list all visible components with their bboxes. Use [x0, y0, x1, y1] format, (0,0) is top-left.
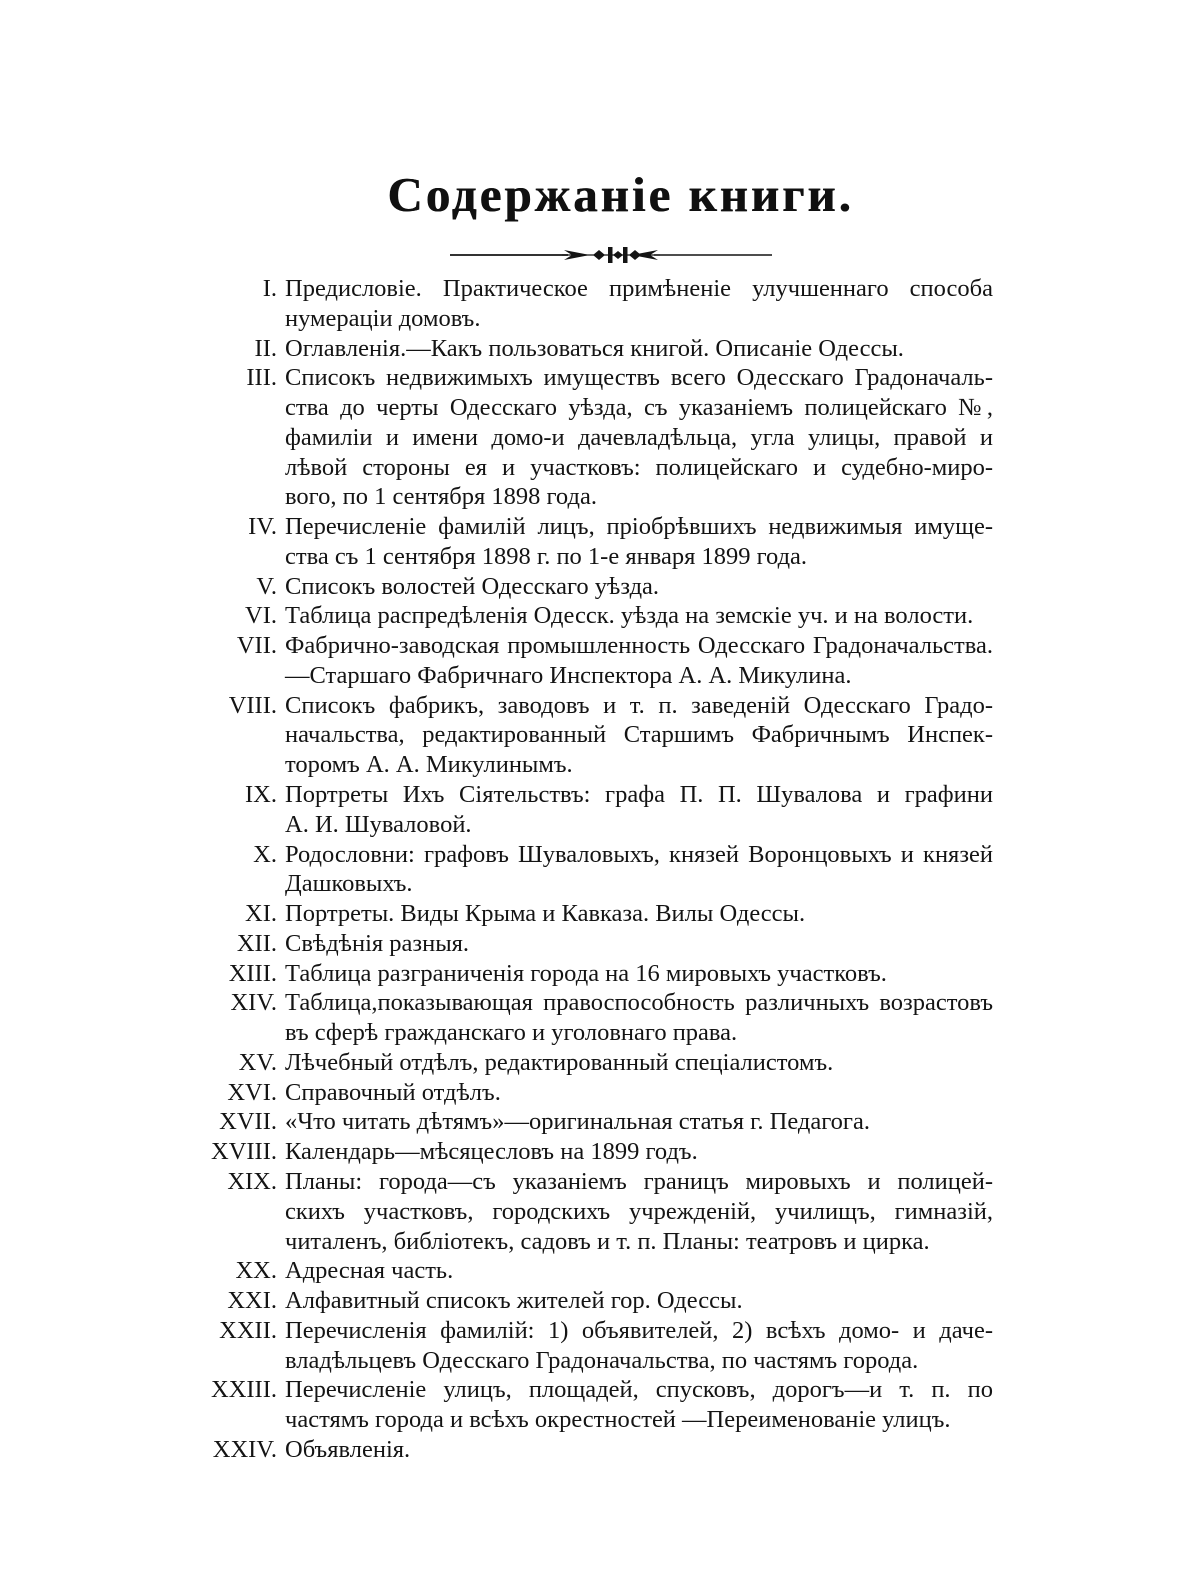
- entry-text: [285, 988, 993, 1048]
- toc-entry: [195, 929, 995, 959]
- entry-line: скихъ участковъ, городскихъ учрежденій, училищъ, гимназій,: [285, 1197, 993, 1225]
- toc-entry: [195, 899, 995, 929]
- entry-numeral: XVII.: [219, 1108, 277, 1136]
- entry-line: Справочный отдѣлъ.: [285, 1078, 501, 1106]
- entry-line: Таблица распредѣленія Одесск. уѣзда на земскіе уч. и на волости.: [285, 602, 974, 630]
- toc-entry: [195, 780, 995, 840]
- entry-numeral: XI.: [245, 900, 277, 928]
- toc-entry: [195, 840, 995, 900]
- entry-text: [285, 691, 993, 780]
- entry-numeral: XII.: [236, 929, 277, 957]
- entry-text: [285, 274, 993, 334]
- entry-line: фамиліи и имени домо-и дачевладѣльца, угла улицы, правой и: [285, 423, 993, 451]
- toc-entry: [195, 1167, 995, 1256]
- toc-entry: [195, 1107, 995, 1137]
- entry-text: [285, 1107, 993, 1137]
- entry-numeral: VIII.: [228, 691, 277, 719]
- toc-entry: [195, 274, 995, 334]
- entry-line: Перечисленіе фамилій лицъ, пріобрѣвшихъ недвижимыя имуще-: [285, 513, 993, 541]
- entry-text: [285, 1256, 993, 1286]
- entry-numeral: V.: [256, 572, 277, 600]
- entry-text: [285, 1078, 993, 1108]
- entry-line: начальства, редактированный Старшимъ Фабричнымъ Инспек-: [285, 721, 993, 749]
- toc-entry: [195, 988, 995, 1048]
- entry-line: —Старшаго Фабричнаго Инспектора А. А. Микулина.: [285, 661, 852, 689]
- entry-text: [285, 959, 993, 989]
- entry-text: [285, 601, 993, 631]
- entry-text: [285, 334, 993, 364]
- toc-list: [195, 274, 995, 1465]
- entry-text: [285, 1137, 993, 1167]
- entry-numeral: VI.: [245, 602, 277, 630]
- entry-line: Таблица разграниченія города на 16 мировыхъ участковъ.: [285, 959, 887, 987]
- toc-entry: [195, 512, 995, 572]
- entry-text: [285, 512, 993, 572]
- entry-numeral: X.: [253, 840, 277, 868]
- entry-numeral: VII.: [236, 632, 277, 660]
- entry-text: [285, 1048, 993, 1078]
- toc-entry: [195, 1256, 995, 1286]
- entry-line: Планы: города—съ указаніемъ границъ мировыхъ и полицей-: [285, 1167, 993, 1195]
- entry-text: [285, 1375, 993, 1435]
- entry-line: Адресная часть.: [285, 1257, 454, 1285]
- divider-ornament: [450, 245, 772, 263]
- entry-numeral: XXIII.: [211, 1376, 277, 1404]
- entry-text: [285, 1167, 993, 1256]
- entry-line: въ сферѣ гражданскаго и уголовнаго права.: [285, 1019, 738, 1047]
- toc-entry: [195, 1316, 995, 1376]
- entry-line: ства до черты Одесскаго уѣзда, съ указаніемъ полицейскаго №,: [285, 394, 993, 422]
- toc-entry: [195, 1048, 995, 1078]
- entry-line: ства съ 1 сентября 1898 г. по 1-е января 1899 года.: [285, 542, 808, 570]
- toc-entry: [195, 363, 995, 512]
- entry-line: читаленъ, библіотекъ, садовъ и т. п. Планы: театровъ и цирка.: [285, 1227, 930, 1255]
- entry-text: [285, 363, 993, 512]
- toc-entry: [195, 601, 995, 631]
- entry-line: Перечисленія фамилій: 1) объявителей, 2) всѣхъ домо- и даче-: [285, 1316, 993, 1344]
- entry-text: [285, 1316, 993, 1376]
- entry-numeral: XXII.: [219, 1316, 277, 1344]
- entry-line: Родословни: графовъ Шуваловыхъ, князей Воронцовыхъ и князей: [285, 840, 993, 868]
- entry-line: лѣвой стороны ея и участковъ: полицейскаго и судебно-миро-: [285, 453, 993, 481]
- entry-line: Списокъ фабрикъ, заводовъ и т. п. заведеній Одесскаго Градо-: [285, 691, 993, 719]
- entry-line: торомъ А. А. Микулинымъ.: [285, 751, 573, 779]
- entry-line: владѣльцевъ Одесскаго Градоначальства, по частямъ города.: [285, 1346, 919, 1374]
- entry-text: [285, 631, 993, 691]
- toc-entry: [195, 1137, 995, 1167]
- entry-numeral: XIX.: [227, 1167, 277, 1195]
- entry-line: Оглавленія.—Какъ пользоваться книгой. Описаніе Одессы.: [285, 334, 904, 362]
- entry-line: частямъ города и всѣхъ окрестностей —Переименованіе улицъ.: [285, 1406, 951, 1434]
- toc-entry: [195, 631, 995, 691]
- entry-line: Списокъ волостей Одесскаго уѣзда.: [285, 572, 660, 600]
- entry-numeral: IX.: [245, 781, 277, 809]
- entry-line: А. И. Шуваловой.: [285, 810, 472, 838]
- toc-entry: [195, 572, 995, 602]
- entry-line: Лѣчебный отдѣлъ, редактированный спеціалистомъ.: [285, 1048, 834, 1076]
- entry-numeral: XV.: [238, 1048, 277, 1076]
- entry-text: [285, 1286, 993, 1316]
- entry-line: Объявленія.: [285, 1435, 411, 1463]
- entry-line: Алфавитный списокъ жителей гор. Одессы.: [285, 1287, 743, 1315]
- entry-text: [285, 780, 993, 840]
- toc-entry: [195, 1435, 995, 1465]
- entry-line: Перечисленіе улицъ, площадей, спусковъ, дорогъ—и т. п. по: [285, 1376, 993, 1404]
- entry-text: [285, 840, 993, 900]
- entry-line: нумераціи домовъ.: [285, 304, 481, 332]
- entry-numeral: XXIV.: [212, 1435, 277, 1463]
- entry-numeral: II.: [254, 334, 277, 362]
- entry-line: Портреты. Виды Крыма и Кавказа. Вилы Одессы.: [285, 900, 806, 928]
- entry-numeral: I.: [262, 275, 277, 302]
- entry-numeral: III.: [246, 364, 277, 392]
- entry-line: Списокъ недвижимыхъ имуществъ всего Одесскаго Градоначаль-: [285, 364, 993, 392]
- entry-numeral: XXI.: [227, 1287, 277, 1315]
- entry-numeral: IV.: [248, 513, 277, 541]
- entry-line: Предисловіе. Практическое примѣненіе улучшеннаго способа: [285, 275, 993, 302]
- entry-line: Фабрично-заводская промышленность Одесскаго Градоначальства.: [285, 632, 993, 660]
- toc-entry: [195, 1286, 995, 1316]
- entry-line: Портреты Ихъ Сіятельствъ: графа П. П. Шувалова и графини: [285, 781, 993, 809]
- entry-line: Дашковыхъ.: [285, 870, 413, 898]
- page-title: Содержаніе книги.: [387, 167, 854, 222]
- entry-line: Свѣдѣнія разныя.: [285, 929, 470, 957]
- entry-numeral: XVI.: [227, 1078, 277, 1106]
- toc-entry: [195, 691, 995, 780]
- entry-numeral: XIV.: [230, 989, 277, 1017]
- entry-text: [285, 1435, 993, 1465]
- entry-line: «Что читать дѣтямъ»—оригинальная статья г. Педагога.: [285, 1108, 870, 1136]
- toc-entry: [195, 959, 995, 989]
- entry-text: [285, 899, 993, 929]
- toc-entry: [195, 1078, 995, 1108]
- entry-numeral: XIII.: [228, 959, 277, 987]
- toc-entry: [195, 1375, 995, 1435]
- entry-numeral: XVIII.: [211, 1138, 277, 1166]
- toc-entry: [195, 334, 995, 364]
- entry-line: Таблица,показывающая правоспособность различныхъ возрастовъ: [285, 989, 993, 1017]
- entry-line: вого, по 1 сентября 1898 года.: [285, 483, 597, 511]
- entry-line: Календарь—мѣсяцесловъ на 1899 годъ.: [285, 1138, 698, 1166]
- entry-numeral: XX.: [235, 1257, 277, 1285]
- entry-text: [285, 929, 993, 959]
- entry-text: [285, 572, 993, 602]
